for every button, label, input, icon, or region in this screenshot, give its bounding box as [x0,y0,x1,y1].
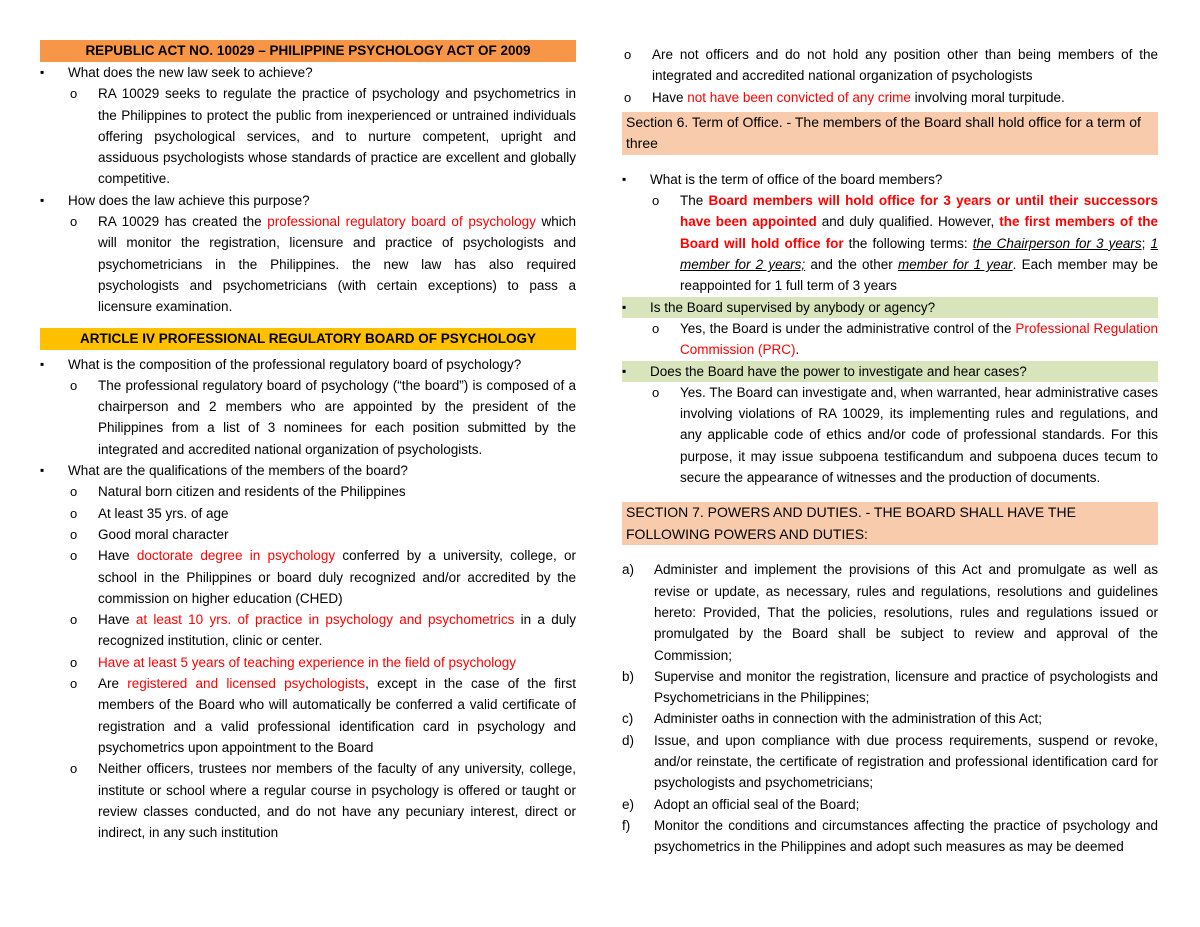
answer: o Yes. The Board can investigate and, when warranted, hear administrative cases involving violations of RA 10029, its implementing rules and regulations, and any applicable code of ethics and/or code of professional standards. For this purpose, it may issue subpoena testificandum and subpoena duces tecum to secure the appearance of witnesses and the production of documents. [650,382,1158,488]
qualification: o Natural born citizen and residents of the Philippines [68,481,576,502]
section-6-header: Section 6. Term of Office. - The members of the Board shall hold office for a term of three [622,112,1158,155]
duty-marker: b) [622,668,635,684]
qualification: o At least 35 yrs. of age [68,503,576,524]
qualification: o Neither officers, trustees nor members of the faculty of any university, college, institute or school where a regular course in psychology is offered or taught or review classes conducted, and do not have any pecuniary interest, direct or indirect, in any such institution [68,758,576,843]
qualification: o Have not have been convicted of any crime involving moral turpitude. [622,87,1158,108]
duty-item [622,815,1158,858]
duties-list [622,559,1158,857]
duty-marker: a) [622,562,635,578]
duty-item [622,794,1158,815]
duty-text: Administer and implement the provisions of this Act and promulgate as well as revise or update, as necessary, rules and regulations, resolutions and guidelines hereto: Provided, That the policies, resolutions, rules and regulations issued or promulgated by the Board shall be subject to review and approval of the Commission; [654,562,1158,663]
list-item [622,297,1158,361]
question: ▪ What is the term of office of the board members? [650,172,942,187]
duty-item [622,708,1158,729]
duty-text: Administer oaths in connection with the administration of this Act; [654,711,1042,727]
question: ▪ What are the qualifications of the members of the board? [68,463,408,478]
section-7-header: SECTION 7. POWERS AND DUTIES. - THE BOARD SHALL HAVE THE FOLLOWING POWERS AND DUTIES: [622,502,1158,545]
duty-text: Monitor the conditions and circumstances affecting the practice of psychology and psychometrics in the Philippines and adopt such measures as may be deemed [654,817,1158,855]
qualifications-list [68,481,576,843]
answer: o Yes, the Board is under the administrative control of the Professional Regulation Commission (PRC). [650,318,1158,361]
article-header: ARTICLE IV PROFESSIONAL REGULATORY BOARD OF PSYCHOLOGY [40,328,576,350]
question: ▪ What does the new law seek to achieve? [68,65,313,80]
list-item [40,190,576,318]
question: ▪ Does the Board have the power to investigate and hear cases? [622,361,1158,382]
list-item [622,361,1158,489]
duty-text: Issue, and upon compliance with due process requirements, suspend or revoke, and/or reinstate, the certificate of registration and professional identification card for psychologists and psychometricians; [654,732,1158,791]
term-list [622,169,1158,488]
answer: o The professional regulatory board of psychology (“the board”) is composed of a chairperson and 2 members who are appointed by the president of the Philippines from a list of 3 nominees for each position submitted by the integrated and accredited national organization of psychologists. [68,375,576,460]
question: ▪ Is the Board supervised by anybody or agency? [622,297,1158,318]
answer: o RA 10029 seeks to regulate the practice of psychology and psychometrics in the Philippines to protect the public from inexperienced or untrained individuals offering psychological services, and to nurture competent, upright and assiduous psychologists whose standards of practice are excellent and globally competitive. [68,83,576,189]
right-column [622,44,1158,858]
duty-item [622,666,1158,709]
qualifications-list-cont [622,44,1158,108]
list-item [40,62,576,190]
list-item [40,354,576,460]
duty-item [622,559,1158,665]
qualification: o Have doctorate degree in psychology conferred by a university, college, or school in the Philippines or board duly recognized and/or accredited by the commission on higher education (CHED) [68,545,576,609]
duty-marker: f) [622,817,631,833]
qualification: o Have at least 5 years of teaching experience in the field of psychology [68,652,576,673]
left-column [40,40,576,843]
question: ▪ What is the composition of the professional regulatory board of psychology? [68,357,521,372]
duty-text: Adopt an official seal of the Board; [654,796,860,812]
question: ▪ How does the law achieve this purpose? [68,193,310,208]
qualification: o Good moral character [68,524,576,545]
list-item [622,169,1158,297]
answer: o The Board members will hold office for 3 years or until their successors have been appointed and duly qualified. However, the first members of the Board will hold office for the following terms: the Chairperson for 3 years; 1 member for 2 years; and the other member for 1 year. Each member may be reappointed for 1 full term of 3 years [650,190,1158,296]
board-list [40,354,576,844]
qualification: o Are not officers and do not hold any position other than being members of the integrated and accredited national organization of psychologists [622,44,1158,87]
list-item [40,460,576,843]
duty-marker: c) [622,711,634,727]
title-header: REPUBLIC ACT NO. 10029 – PHILIPPINE PSYCHOLOGY ACT OF 2009 [40,40,576,62]
duty-text: Supervise and monitor the registration, licensure and practice of psychologists and Psychometricians in the Philippines; [654,668,1158,706]
duty-marker: e) [622,796,635,812]
duty-marker: d) [622,732,635,748]
qualification: o Have at least 10 yrs. of practice in psychology and psychometrics in a duly recognized institution, clinic or center. [68,609,576,652]
duty-item [622,730,1158,794]
qualification: o Are registered and licensed psychologists, except in the case of the first members of the Board who will automatically be conferred a valid certificate of registration and a valid professional identification card in psychology and psychometrics upon appointment to the Board [68,673,576,758]
intro-list [40,62,576,318]
answer: o RA 10029 has created the professional regulatory board of psychology which will monitor the registration, licensure and practice of psychologists and psychometricians in the Philippines. the new law has also required psychologists and psychometricians (with certain exceptions) to pass a licensure examination. [68,211,576,317]
